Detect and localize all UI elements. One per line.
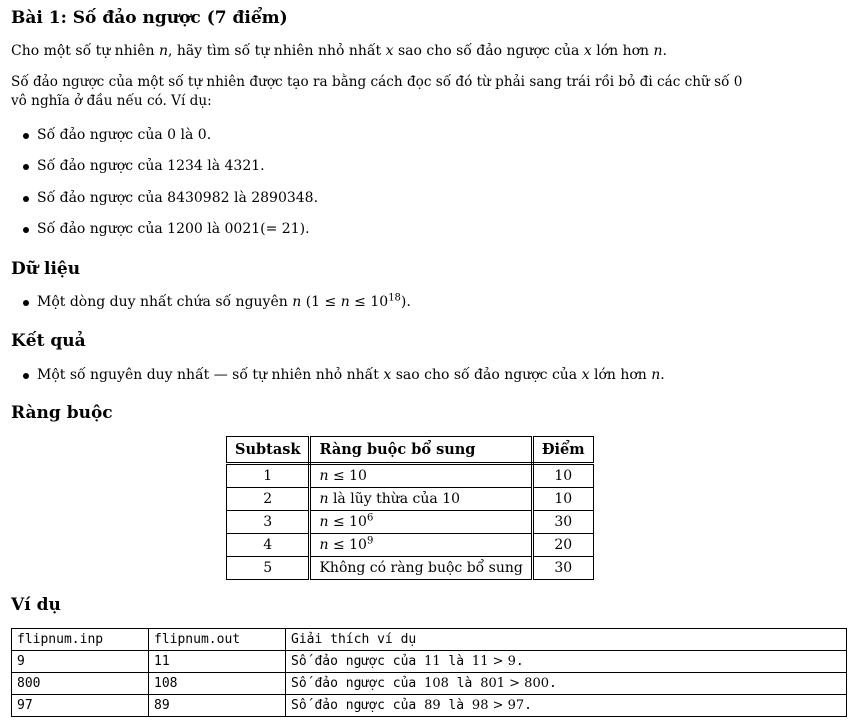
bullet-icon	[23, 196, 29, 202]
column-header: flipnum.out	[149, 629, 286, 651]
bullet-icon	[23, 164, 29, 170]
input-heading: Dữ liệu	[11, 259, 81, 279]
column-header: Subtask	[227, 437, 310, 464]
examples-heading: Ví dụ	[11, 595, 61, 615]
constraints-heading: Ràng buộc	[11, 403, 113, 423]
table-row: 9 11 Số đảo ngược của 11 là 11 > 9.	[12, 651, 847, 673]
examples-table	[11, 628, 847, 717]
bullet-icon	[23, 373, 29, 379]
intro-paragraph-2: Số đảo ngược của một số tự nhiên được tạo ra bằng cách đọc số đó từ phải sang trái rồi bỏ đi các chữ số 0 vô nghĩa ở đầu nếu có. Ví dụ:	[11, 74, 743, 109]
column-header: Điểm	[532, 437, 593, 464]
input-description: Một dòng duy nhất chứa số nguyên n $(1 \le n \le 10^{18})$.	[37, 293, 411, 312]
bullet-icon	[23, 227, 29, 233]
table-header-row	[227, 437, 594, 464]
list-item: Số đảo ngược của 1200 là 0021(= 21).	[37, 220, 310, 239]
table-row: 4 $n \le 10^9$ 20	[227, 534, 594, 557]
output-description: Một số nguyên duy nhất — số tự nhiên nhỏ nhất x sao cho số đảo ngược của x lớn hơn n.	[37, 366, 665, 385]
table-row: 1 n ≤ 10 10	[227, 464, 594, 488]
intro-paragraph-1: Cho một số tự nhiên n, hãy tìm số tự nhiên nhỏ nhất x sao cho số đảo ngược của x lớn hơn n.	[11, 43, 667, 59]
output-heading: Kết quả	[11, 331, 86, 351]
list-item: Số đảo ngược của 1234 là 4321.	[37, 157, 265, 176]
problem-title: Bài 1: Số đảo ngược (7 điểm)	[11, 8, 288, 28]
table-row: 5 Không có ràng buộc bổ sung 30	[227, 557, 594, 580]
list-item: Số đảo ngược của 0 là 0.	[37, 126, 211, 145]
table-row: 800 108 Số đảo ngược của 108 là 801 > 800.	[12, 673, 847, 695]
table-row: 3 $n \le 10^6$ 30	[227, 511, 594, 534]
bullet-icon	[23, 300, 29, 306]
subtask-table	[226, 436, 594, 580]
bullet-icon	[23, 133, 29, 139]
column-header: flipnum.inp	[12, 629, 149, 651]
column-header: Ràng buộc bổ sung	[310, 437, 532, 464]
column-header: Giải thích ví dụ	[286, 629, 847, 651]
table-header-row	[12, 629, 847, 651]
list-item: Số đảo ngược của 8430982 là 2890348.	[37, 189, 318, 208]
table-row: 97 89 Số đảo ngược của 89 là 98 > 97.	[12, 695, 847, 717]
table-row: 2 n là lũy thừa của 10 10	[227, 488, 594, 511]
